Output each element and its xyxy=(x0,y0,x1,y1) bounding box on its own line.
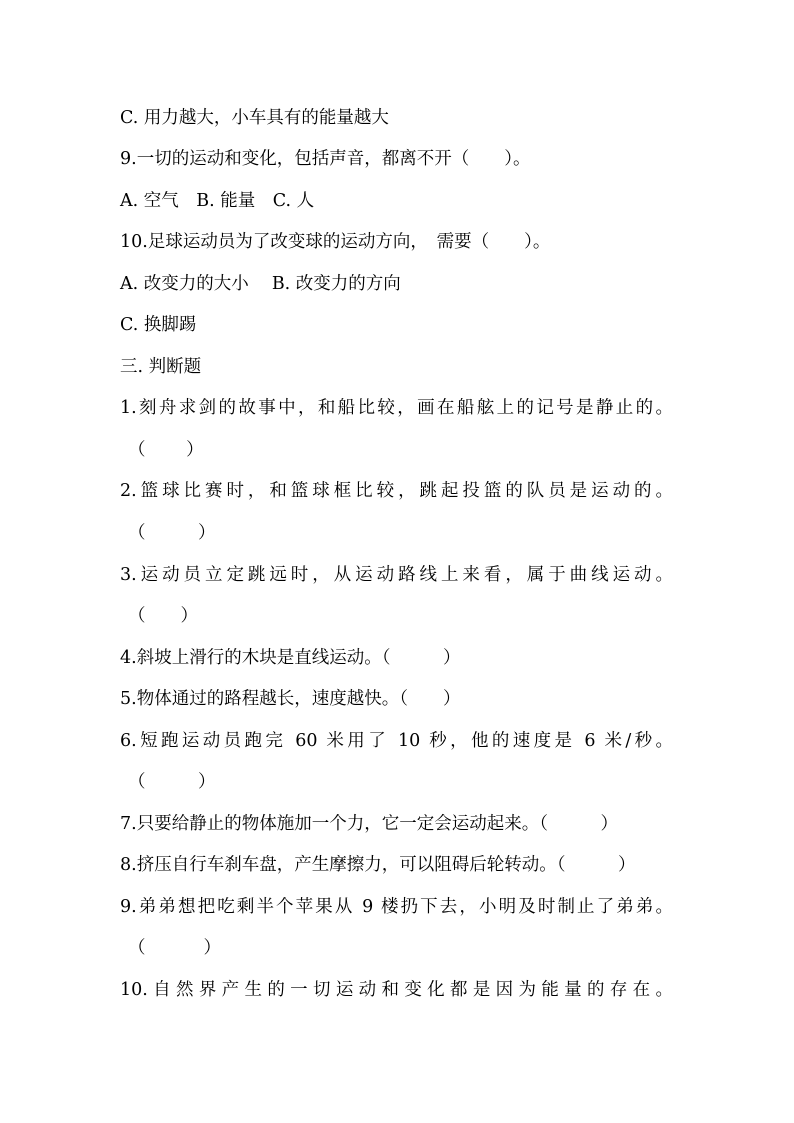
judge-item-9-answer-blank: （ ） xyxy=(128,938,222,958)
judge-item-5: 5.物体通过的路程越长，速度越快。（ ） xyxy=(120,689,461,709)
q8-option-c: C. 用力越大，小车具有的能量越大 xyxy=(120,108,389,128)
q9-options: A. 空气 B. 能量 C. 人 xyxy=(120,191,315,211)
q10-options-ab: A. 改变力的大小 B. 改变力的方向 xyxy=(120,274,401,294)
judge-item-3-answer-blank: （ ） xyxy=(128,606,198,626)
q10-option-c: C. 换脚踢 xyxy=(120,315,197,335)
judge-item-1-answer-blank: （ ） xyxy=(128,440,204,460)
judge-item-7: 7.只要给静止的物体施加一个力，它一定会运动起来。（ ） xyxy=(120,814,618,834)
judge-item-6-answer-blank: （ ） xyxy=(128,772,216,792)
judge-item-3: 3.运动员立定跳远时，从运动路线上来看，属于曲线运动。 xyxy=(120,565,673,585)
judge-item-9: 9.弟弟想把吃剩半个苹果从 9 楼扔下去，小明及时制止了弟弟。 xyxy=(120,897,673,917)
judge-item-4: 4.斜坡上滑行的木块是直线运动。（ ） xyxy=(120,648,461,668)
section-heading: 三. 判断题 xyxy=(120,357,202,377)
judge-item-6: 6.短跑运动员跑完 60 米用了 10 秒，他的速度是 6 米/秒。 xyxy=(120,731,673,751)
q10-stem: 10.足球运动员为了改变球的运动方向， 需要（ ）。 xyxy=(120,232,551,252)
judge-item-1: 1.刻舟求剑的故事中，和船比较，画在船舷上的记号是静止的。 xyxy=(120,398,673,418)
judge-item-2: 2.篮球比赛时，和篮球框比较，跳起投篮的队员是运动的。 xyxy=(120,481,673,501)
q9-stem: 9.一切的运动和变化，包括声音，都离不开（ ）。 xyxy=(120,149,531,169)
judge-item-10: 10.自然界产生的一切运动和变化都是因为能量的存在。 xyxy=(120,980,673,1000)
judge-item-8: 8.挤压自行车刹车盘，产生摩擦力，可以阻碍后轮转动。（ ） xyxy=(120,855,636,875)
judge-item-2-answer-blank: （ ） xyxy=(128,523,216,543)
